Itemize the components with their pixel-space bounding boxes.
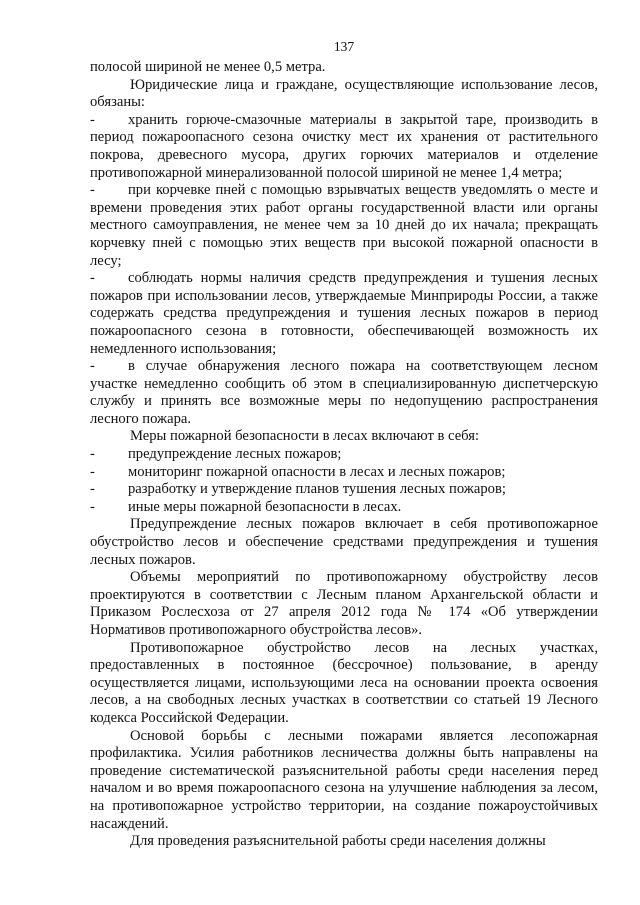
paragraph: полосой шириной не менее 0,5 метра. <box>90 59 326 75</box>
list-item <box>90 112 598 182</box>
list-item-text: разработку и утверждение планов тушения лесных пожаров; <box>128 481 506 498</box>
list-item-text: мониторинг пожарной опасности в лесах и лесных пожаров; <box>128 463 506 480</box>
paragraph: Юридические лица и граждане, осуществляющие использование лесов, обязаны: <box>90 76 598 111</box>
list-item <box>90 358 598 428</box>
list-item <box>90 446 598 464</box>
list-dash: - <box>90 481 95 498</box>
list-item-text: при корчевке пней с помощью взрывчатых веществ уведомлять о месте и времени проведения этих работ органы государственной власти или органы местного самоуправления, не менее чем за 10 дней до их начала; прекращать корчевку пней с помощью этих веществ при высокой пожарной опасности в лесу; <box>90 182 598 269</box>
list-dash: - <box>90 182 95 199</box>
list-item-text: соблюдать нормы наличия средств предупреждения и тушения лесных пожаров при использовании лесов, утверждаемые Минприроды России, а также содержать средства предупреждения и тушения лесных пожаров в период пожароопасного сезона в готовности, обеспечивающей возможность их немедленного использования; <box>90 270 598 357</box>
list-dash: - <box>90 270 95 287</box>
list-dash: - <box>90 446 95 463</box>
list-item <box>90 182 598 270</box>
paragraph: Меры пожарной безопасности в лесах включают в себя: <box>130 428 479 445</box>
list-item-text: предупреждение лесных пожаров; <box>128 446 342 463</box>
paragraph: Основой борьбы с лесными пожарами является лесопожарная профилактика. Усилия работников лесничества должны быть направлены на проведение систематической разъяснительной работы среди населения перед началом и во время пожароопасного сезона на улучшение наблюдения за лесом, на противопожарное устройство территории, на создание пожароустойчивых насаждений. <box>90 727 598 832</box>
paragraph: Противопожарное обустройство лесов на лесных участках, предоставленных в постоянное (бессрочное) пользование, в аренду осуществляется лицами, использующими леса на основании проекта освоения лесов, а на свободных лесных участках в соответствии со статьей 19 Лесного кодекса Российской Федерации. <box>90 639 598 726</box>
paragraph: Для проведения разъяснительной работы среди населения должны <box>130 833 546 850</box>
list-item <box>90 270 598 358</box>
list-dash: - <box>90 463 95 480</box>
list-item <box>90 481 598 499</box>
paragraph: Предупреждение лесных пожаров включает в себя противопожарное обустройство лесов и обеспечение средствами предупреждения и тушения лесных пожаров. <box>90 516 598 568</box>
list-dash: - <box>90 358 95 375</box>
list-item-text: в случае обнаружения лесного пожара на соответствующем лесном участке немедленно сообщить об этом в специализированную диспетчерскую службу и принять все возможные меры по недопущению распространения лесного пожара. <box>90 358 598 427</box>
list-item-text: хранить горюче-смазочные материалы в закрытой таре, производить в период пожароопасного сезона очистку мест их хранения от растительного покрова, древесного мусора, других горючих материалов и отделение противопожарной минерализованной полосой шириной не менее 1,4 метра; <box>90 111 598 181</box>
paragraph: Объемы мероприятий по противопожарному обустройству лесов проектируются в соответствии с Лесным планом Архангельской области и Приказом Рослесхоза от 27 апреля 2012 года № 174 «Об утверждении Нормативов противопожарного обустройства лесов». <box>90 569 598 638</box>
list-item <box>90 464 598 482</box>
list-dash: - <box>90 498 95 515</box>
list-dash: - <box>90 111 95 128</box>
list-item-text: иные меры пожарной безопасности в лесах. <box>128 498 402 515</box>
list-item <box>90 499 598 517</box>
document-page <box>90 38 598 851</box>
page-number: 137 <box>333 39 355 54</box>
